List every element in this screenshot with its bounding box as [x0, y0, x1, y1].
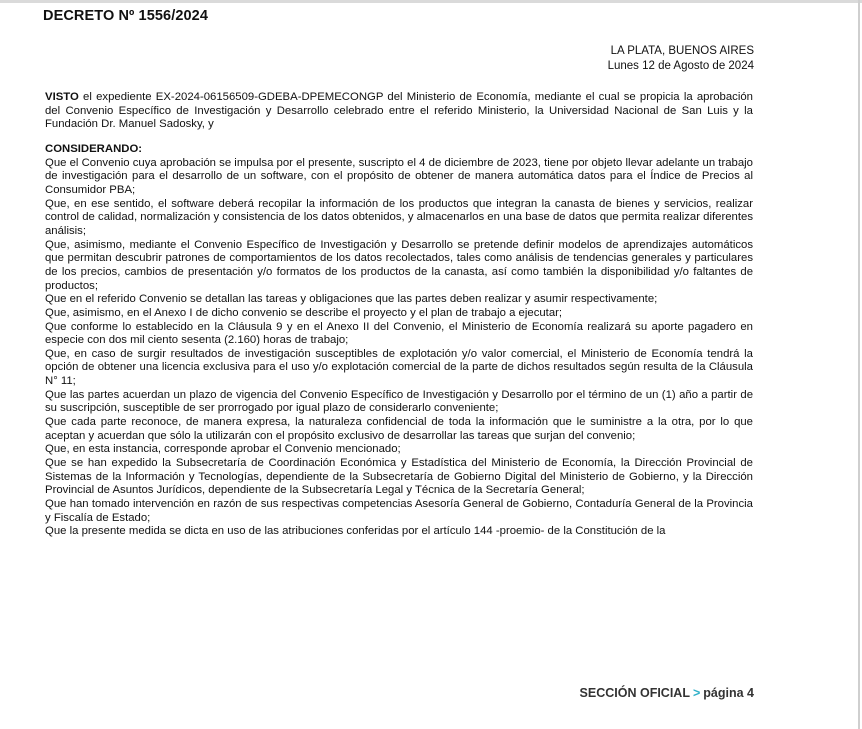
footer-separator: > — [692, 686, 701, 700]
considerando-paragraph: Que, en esta instancia, corresponde aprobar el Convenio mencionado; — [45, 443, 401, 456]
visto-paragraph — [45, 91, 753, 132]
considerando-paragraph: Que, en caso de surgir resultados de investigación susceptibles de explotación y/o valor comercial, el Ministerio de Economía tendrá la opción de obtener una licencia exclusiva para el uso y/o explotación comercial de la parte de dichos resultados según resulta de la Cláusula N° 11; — [45, 347, 753, 388]
considerando-paragraph: Que, en ese sentido, el software deberá recopilar la información de los productos que integran la canasta de bienes y servicios, realizar control de calidad, normalización y consistencia de los datos obtenidos, y almacenarlos en una base de datos que permita realizar diferentes análisis; — [45, 197, 753, 237]
considerando-paragraph: Que, asimismo, mediante el Convenio Específico de Investigación y Desarrollo se pretende definir modelos de aprendizajes automáticos que permitan descubrir patrones de comportamientos de los datos recolectados, tales como análisis de tendencias generales y particulares de los precios, cambios de presentación y/o formatos de los productos de la canasta, así como también la disponibilidad y/o faltantes de productos; — [45, 238, 753, 292]
footer-page-number: página 4 — [703, 686, 754, 700]
considerando-paragraph: Que la presente medida se dicta en uso de las atribuciones conferidas por el artículo 144 -proemio- de la Constitución de la — [45, 525, 666, 538]
considerando-paragraph: Que el Convenio cuya aprobación se impulsa por el presente, suscripto el 4 de diciembre de 2023, tiene por objeto llevar adelante un trabajo de investigación para el desarrollo de un software, con el propósito de obtener de manera automática datos para el Índice de Precios al Consumidor PBA; — [45, 156, 753, 196]
considerando-paragraph: Que cada parte reconoce, de manera expresa, la naturaleza confidencial de toda la información que le suministre a la otra, por lo que aceptan y acuerdan que sólo la utilizarán con el propósito exclusivo de desarrollar las tareas que surjan del convenio; — [45, 416, 753, 442]
visto-label: VISTO — [45, 91, 79, 103]
page-footer — [580, 686, 754, 700]
top-divider — [0, 0, 862, 3]
considerando-paragraph: Que las partes acuerdan un plazo de vigencia del Convenio Específico de Investigación y Desarrollo por el término de un (1) año a partir de su suscripción, susceptible de ser prorrogado por igual plazo de considerarlo conveniente; — [45, 388, 753, 415]
visto-text: el expediente EX-2024-06156509-GDEBA-DPEMECONGP del Ministerio de Economía, mediante el cual se propicia la aprobación del Convenio Específico de Investigación y Desarrollo celebrado entre el referido Ministerio, la Universidad Nacional de San Luis y la Fundación Dr. Manuel Sadosky, y — [45, 91, 753, 131]
date-line: Lunes 12 de Agosto de 2024 — [607, 60, 754, 72]
considerando-heading: CONSIDERANDO: — [45, 142, 143, 155]
considerando-paragraph: Que, asimismo, en el Anexo I de dicho convenio se describe el proyecto y el plan de trabajo a ejecutar; — [45, 306, 563, 319]
footer-section: SECCIÓN OFICIAL — [579, 686, 690, 700]
considerando-paragraphs — [45, 157, 753, 539]
considerando-paragraph: Que han tomado intervención en razón de sus respectivas competencias Asesoría General de Gobierno, Contaduría General de la Provincia y Fiscalía de Estado; — [45, 498, 753, 524]
decree-title: DECRETO Nº 1556/2024 — [43, 8, 208, 24]
decree-body — [45, 91, 753, 539]
considerando-paragraph: Que se han expedido la Subsecretaría de Coordinación Económica y Estadística del Ministerio de Economía, la Dirección Provincial de Sistemas de la Información y Tecnologías, dependiente de la Subsecretaría de Gobierno Digital del Ministerio de Gobierno, y la Dirección Provincial de Asuntos Jurídicos, dependiente de la Subsecretaría Legal y Técnica de la Secretaría General; — [45, 457, 753, 497]
considerando-paragraph: Que en el referido Convenio se detallan las tareas y obligaciones que las partes deben realizar y asumir respectivamente; — [45, 293, 658, 306]
page-edge — [858, 0, 860, 729]
place-line: LA PLATA, BUENOS AIRES — [610, 45, 754, 57]
place-date-block — [608, 44, 754, 74]
considerando-paragraph: Que conforme lo establecido en la Cláusula 9 y en el Anexo II del Convenio, el Ministerio de Economía realizará su aporte pagadero en especie con dos mil ciento sesenta (2.160) horas de trabajo; — [45, 320, 753, 347]
